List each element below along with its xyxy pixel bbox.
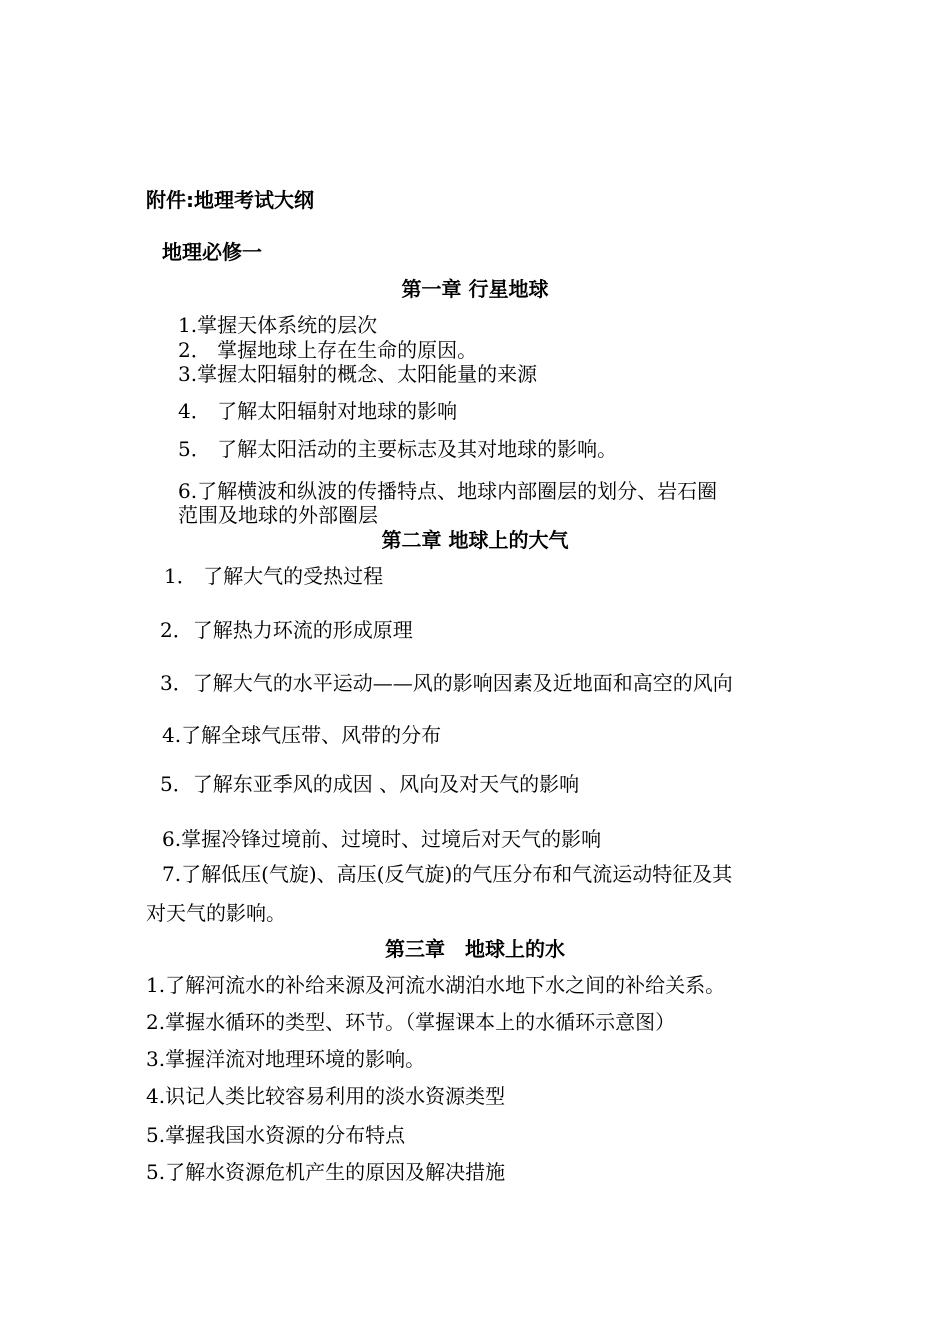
chapter-2-item-2: 2．了解热力环流的形成原理 [160,618,413,642]
chapter-1-item-6-continued: 范围及地球的外部圈层 [178,503,378,527]
chapter-3-item-2: 2.掌握水循环的类型、环节。（掌握课本上的水循环示意图） [146,1010,676,1034]
chapter-3-item-3: 3.掌握洋流对地理环境的影响。 [146,1047,426,1071]
chapter-2-item-7-continued: 对天气的影响。 [146,901,286,925]
chapter-3-item-1: 1.了解河流水的补给来源及河流水湖泊水地下水之间的补给关系。 [146,973,726,997]
chapter-1-item-6: 6.了解横波和纵波的传播特点、地球内部圈层的划分、岩石圈 [178,479,718,503]
section-title: 地理必修一 [162,240,262,264]
chapter-1-item-2: 2． 掌握地球上存在生命的原因。 [178,338,478,362]
chapter-3-item-5: 5.掌握我国水资源的分布特点 [146,1123,406,1147]
attachment-title: 附件:地理考试大纲 [146,188,314,212]
chapter-2-item-4: 4.了解全球气压带、风带的分布 [162,723,442,747]
chapter-2-title: 第二章 地球上的大气 [381,528,569,552]
chapter-3-item-6: 5.了解水资源危机产生的原因及解决措施 [146,1160,506,1184]
chapter-2-item-5: 5．了解东亚季风的成因 、风向及对天气的影响 [160,772,580,796]
chapter-2-item-7: 7.了解低压(气旋)、高压(反气旋)的气压分布和气流运动特征及其 [162,862,733,886]
chapter-1-title: 第一章 行星地球 [401,277,549,301]
chapter-3-title: 第三章 地球上的水 [385,937,565,961]
chapter-1-item-1: 1.掌握天体系统的层次 [178,313,378,337]
chapter-2-item-3: 3．了解大气的水平运动——风的影响因素及近地面和高空的风向 [160,671,733,695]
chapter-1-item-4: 4． 了解太阳辐射对地球的影响 [178,399,458,423]
chapter-1-item-3: 3.掌握太阳辐射的概念、太阳能量的来源 [178,362,538,386]
chapter-3-item-4: 4.识记人类比较容易利用的淡水资源类型 [146,1084,506,1108]
chapter-2-item-6: 6.掌握冷锋过境前、过境时、过境后对天气的影响 [162,827,602,851]
chapter-1-item-5: 5． 了解太阳活动的主要标志及其对地球的影响。 [178,437,618,461]
chapter-2-item-1: 1． 了解大气的受热过程 [164,564,384,588]
